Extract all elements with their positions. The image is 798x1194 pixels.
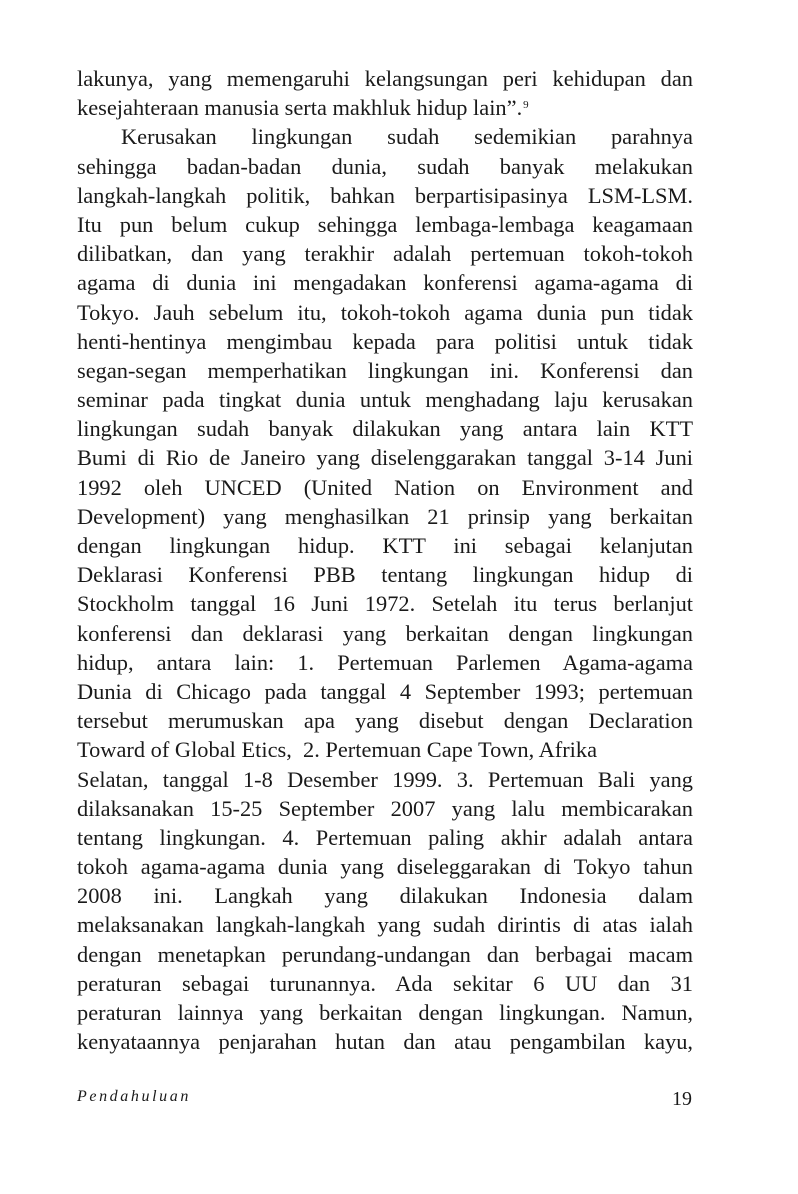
text-line: dengan menetapkan perundang-undangan dan berbagai macam <box>77 941 693 967</box>
text-line: Stockholm tanggal 16 Juni 1972. Setelah itu terus berlanjut <box>77 591 693 617</box>
text-line: Tokyo. Jauh sebelum itu, tokoh-tokoh agama dunia pun tidak <box>77 299 693 325</box>
running-footer-chapter: Pendahuluan <box>77 1088 191 1105</box>
text-line: peraturan sebagai turunannya. Ada sekitar 6 UU dan 31 <box>77 970 693 996</box>
text-line: tokoh agama-agama dunia yang diseleggarakan di Tokyo tahun <box>77 854 693 880</box>
text-line: agama di dunia ini mengadakan konferensi agama-agama di <box>77 270 693 296</box>
text-line: peraturan lainnya yang berkaitan dengan lingkungan. Namun, <box>77 1000 693 1025</box>
text-line: tentang lingkungan. 4. Pertemuan paling akhir adalah antara <box>77 824 693 850</box>
paragraph-2 <box>77 122 693 1056</box>
text-line: lakunya, yang memengaruhi kelangsungan peri kehidupan dan <box>77 66 693 91</box>
text-line: Bumi di Rio de Janeiro yang diselenggarakan tanggal 3-14 Juni <box>77 445 693 471</box>
text-line: Kerusakan lingkungan sudah sedemikian parahnya <box>121 124 693 150</box>
page-number: 19 <box>672 1088 692 1110</box>
text-line: 2008 ini. Langkah yang dilakukan Indonesia dalam <box>77 883 693 909</box>
text-line: Development) yang menghasilkan 21 prinsip yang berkaitan <box>77 503 693 529</box>
text-line: dilibatkan, dan yang terakhir adalah pertemuan tokoh-tokoh <box>77 241 693 267</box>
text-line: dengan lingkungan hidup. KTT ini sebagai kelanjutan <box>77 533 693 558</box>
text-line: 1992 oleh UNCED (United Nation on Environment and <box>77 474 693 500</box>
text-line: lingkungan sudah banyak dilakukan yang antara lain KTT <box>77 416 693 442</box>
text-line: Selatan, tanggal 1-8 Desember 1999. 3. Pertemuan Bali yang <box>77 766 693 792</box>
text-line: Toward of Global Etics, 2. Pertemuan Cape Town, Afrika <box>77 737 598 763</box>
page-body <box>77 64 693 1056</box>
text-line: kenyataannya penjarahan hutan dan atau pengambilan kayu, <box>77 1029 693 1055</box>
text-line: sehingga badan-badan dunia, sudah banyak melakukan <box>77 153 693 179</box>
text-line: langkah-langkah politik, bahkan berpartisipasinya LSM-LSM. <box>77 182 693 208</box>
text-line: seminar pada tingkat dunia untuk menghadang laju kerusakan <box>77 387 693 413</box>
text-line: melaksanakan langkah-langkah yang sudah dirintis di atas ialah <box>77 912 693 938</box>
text-line: konferensi dan deklarasi yang berkaitan dengan lingkungan <box>77 620 693 646</box>
text-line: dilaksanakan 15-25 September 2007 yang lalu membicarakan <box>77 795 693 821</box>
text-line: hidup, antara lain: 1. Pertemuan Parlemen Agama-agama <box>77 649 693 675</box>
paragraph-1 <box>77 64 693 122</box>
text-line-content: kesejahteraan manusia serta makhluk hidup lain”. <box>77 95 523 121</box>
text-line <box>77 93 693 122</box>
text-line: Itu pun belum cukup sehingga lembaga-lembaga keagamaan <box>77 211 693 237</box>
text-line: Dunia di Chicago pada tanggal 4 September 1993; pertemuan <box>77 678 693 704</box>
text-line: tersebut merumuskan apa yang disebut dengan Declaration <box>77 708 693 734</box>
footnote-reference[interactable]: 9 <box>523 99 529 112</box>
text-line: Deklarasi Konferensi PBB tentang lingkungan hidup di <box>77 562 693 588</box>
text-line: henti-hentinya mengimbau kepada para politisi untuk tidak <box>77 328 693 354</box>
text-line: segan-segan memperhatikan lingkungan ini. Konferensi dan <box>77 357 693 383</box>
